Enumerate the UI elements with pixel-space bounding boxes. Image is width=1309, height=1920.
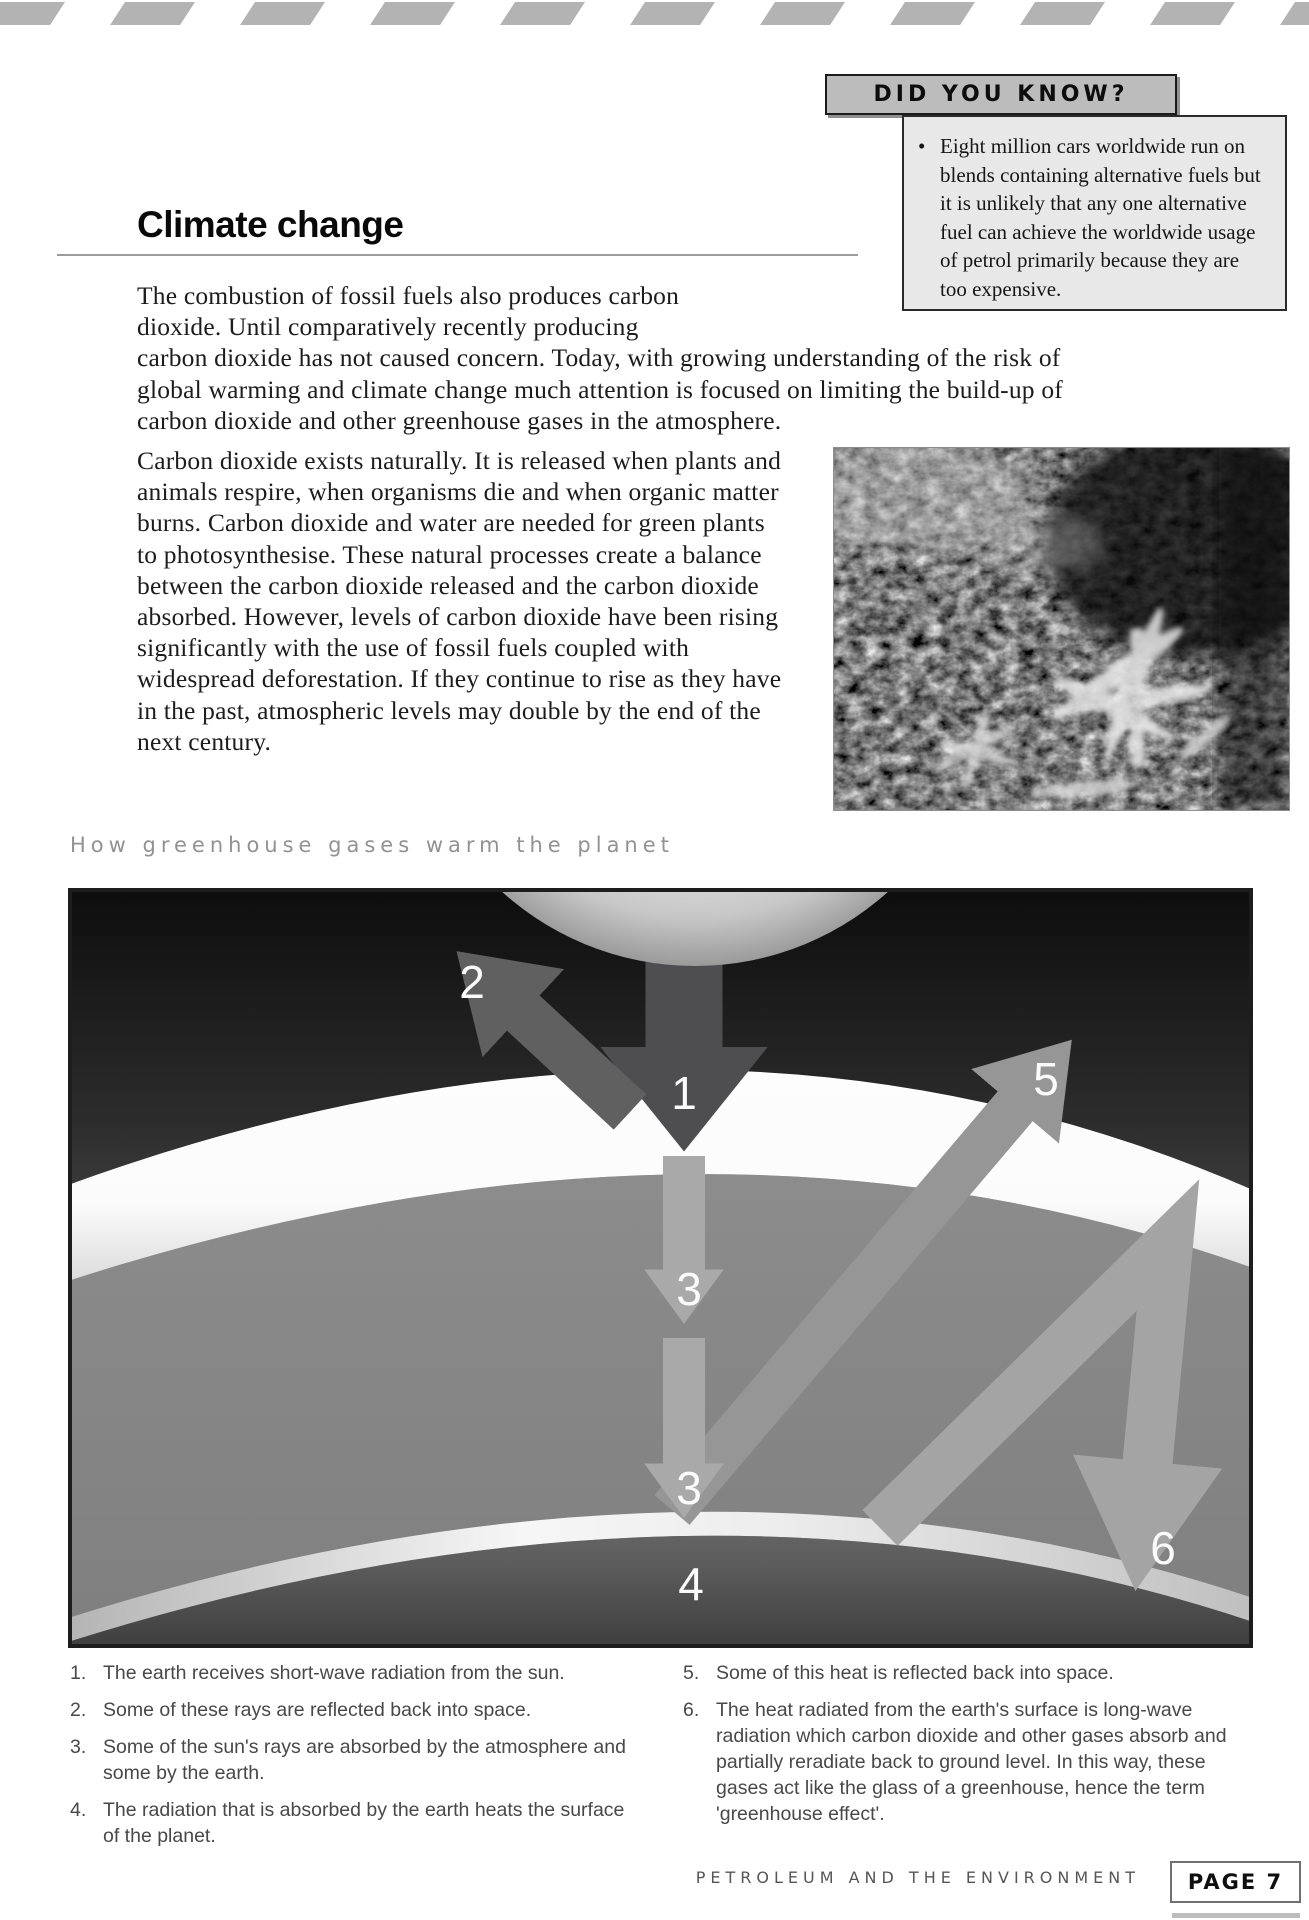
figure-title: How greenhouse gases warm the planet	[70, 833, 674, 857]
legend-text: Some of these rays are reflected back into space.	[103, 1699, 532, 1721]
running-title: PETROLEUM AND THE ENVIRONMENT	[695, 1868, 1140, 1887]
legend-text: The heat radiated from the earth's surface is long-wave radiation which carbon dioxide and other gases absorb and partially reradiate back to ground level. In this way, these gases act like the glass of a greenhouse, hence the term 'greenhouse effect'.	[716, 1699, 1227, 1825]
did-you-know-item	[918, 132, 1267, 303]
page-number-box	[1170, 1861, 1301, 1903]
greenhouse-diagram	[68, 888, 1253, 1648]
did-you-know-header	[825, 74, 1177, 115]
did-you-know-text: Eight million cars worldwide run on blends containing alternative fuels but it is unlikely that any one alternative fuel can achieve the worldwide usage of petrol primarily because they are too expensive.	[940, 134, 1261, 301]
legend-number: 1.	[70, 1662, 87, 1684]
legend-item-1	[70, 1660, 630, 1686]
decorative-stripes	[0, 2, 1309, 25]
legend-text: The radiation that is absorbed by the earth heats the surface of the planet.	[103, 1799, 625, 1847]
legend-text: Some of this heat is reflected back into space.	[716, 1662, 1114, 1684]
legend-number: 3.	[70, 1736, 87, 1758]
rainforest-photo	[834, 448, 1289, 810]
legend-item-4	[70, 1797, 630, 1849]
bullet-icon: •	[918, 134, 926, 158]
paragraph-2	[137, 445, 1289, 822]
did-you-know-title: DID YOU KNOW?	[873, 82, 1129, 107]
heading-rule	[57, 254, 858, 256]
legend-number: 2.	[70, 1699, 87, 1721]
legend-text: The earth receives short-wave radiation from the sun.	[103, 1662, 565, 1684]
legend-item-6	[683, 1697, 1253, 1827]
diagram-label-2: 2	[459, 956, 485, 1008]
paragraph-1	[137, 280, 1089, 436]
section-heading: Climate change	[137, 204, 404, 245]
diagram-label-6: 6	[1150, 1522, 1176, 1574]
legend-item-2	[70, 1697, 630, 1723]
legend-item-3	[70, 1734, 630, 1786]
diagram-label-4: 4	[678, 1558, 704, 1610]
did-you-know-wrap-spacer	[711, 280, 1089, 342]
legend-text: Some of the sun's rays are absorbed by the atmosphere and some by the earth.	[103, 1736, 626, 1784]
diagram-label-5: 5	[1033, 1053, 1059, 1105]
page-number-label: PAGE 7	[1187, 1870, 1284, 1894]
legend-number: 6.	[683, 1699, 700, 1721]
diagram-label-1: 1	[671, 1067, 697, 1119]
paragraph-2-text: Carbon dioxide exists naturally. It is released when plants and animals respire, when organisms die and when organic matter burns. Carbon dioxide and water are needed for green plants to photosynthesise. These natural processes create a balance between the carbon dioxide released and the carbon dioxide absorbed. However, levels of carbon dioxide have been rising significantly with the use of fossil fuels coupled with widespread deforestation. If they continue to rise as they have in the past, atmospheric levels may double by the end of the next century.	[137, 446, 782, 756]
legend-column-1	[70, 1660, 630, 1860]
legend-number: 5.	[683, 1662, 700, 1684]
legend-number: 4.	[70, 1799, 87, 1821]
legend-item-5	[683, 1660, 1253, 1686]
diagram-label-3a: 3	[676, 1263, 702, 1315]
legend-column-2	[683, 1660, 1253, 1860]
page-edge-artifact	[1172, 1913, 1300, 1918]
paragraph-1-text: The combustion of fossil fuels also produces carbon dioxide. Until comparatively recently producing carbon dioxide has not caused concern. Today, with growing understanding of the risk of global warming and climate change much attention is focused on limiting the build-up of carbon dioxide and other greenhouse gases in the atmosphere.	[137, 281, 1063, 435]
diagram-label-3b: 3	[676, 1462, 702, 1514]
figure-legend	[70, 1660, 1253, 1860]
